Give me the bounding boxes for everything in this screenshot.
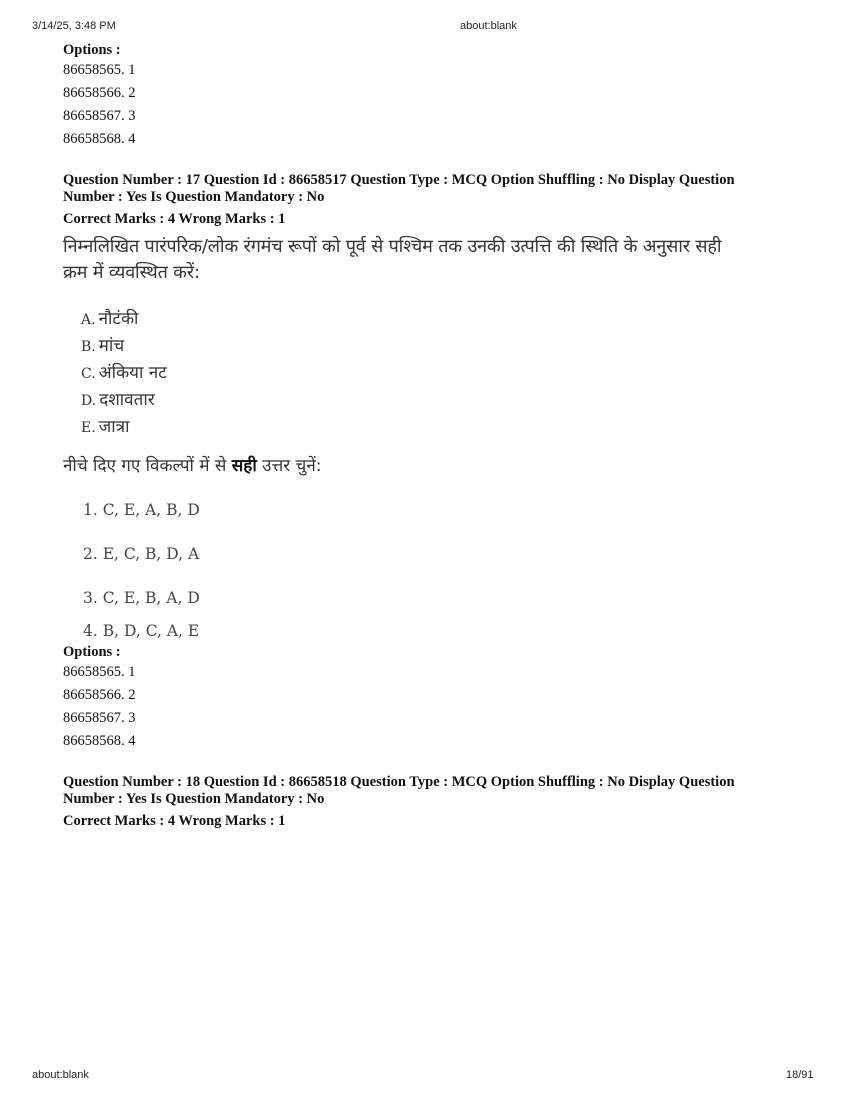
answer-choice: 1. C, E, A, B, D [83,501,200,519]
item-label: C. [81,366,96,382]
instruction-text: नीचे दिए गए विकल्पों में से [63,456,227,476]
answer-choice: 4. B, D, C, A, E [83,622,200,640]
prev-question-options [63,41,793,151]
option-item: 86658567. 3 [63,108,136,124]
options-label: Options : [63,644,121,660]
item-label: D. [81,393,97,409]
answer-instruction [63,453,793,476]
option-item: 86658566. 2 [63,85,136,101]
question-17 [63,172,793,753]
question-header-line: Number : Yes Is Question Mandatory : No [63,791,325,807]
item-text: अंकिया नट [98,363,167,383]
question-header [63,774,793,808]
option-item: 86658568. 4 [63,733,136,749]
answer-choices [83,488,793,642]
question-items [81,306,793,441]
question-text [63,234,793,286]
question-18 [63,774,793,830]
option-item: 86658566. 2 [63,687,136,703]
item-label: A. [81,312,96,328]
option-item: 86658565. 1 [63,62,136,78]
options-list [63,661,793,753]
page-number: 18/91 [786,1069,814,1081]
question-header [63,172,793,206]
question-header-line: Question Number : 17 Question Id : 86658517 Question Type : MCQ Option Shuffling : No Display Question [63,172,735,188]
option-item: 86658568. 4 [63,131,136,147]
item-text: नौटंकी [98,309,139,329]
question-header-line: Question Number : 18 Question Id : 86658518 Question Type : MCQ Option Shuffling : No Display Question [63,774,735,790]
option-item: 86658567. 3 [63,710,136,726]
item-text: मांच [98,336,125,356]
question-item [81,333,793,360]
instruction-emphasis: सही [231,456,257,476]
question-text-line: क्रम में व्यवस्थित करें: [63,262,200,283]
question-marks: Correct Marks : 4 Wrong Marks : 1 [63,211,286,227]
question-header-line: Number : Yes Is Question Mandatory : No [63,189,325,205]
options-list [63,59,793,151]
instruction-text: उत्तर चुनें: [262,456,322,476]
question-text-line: निम्नलिखित पारंपरिक/लोक रंगमंच रूपों को पूर्व से पश्चिम तक उनकी उत्पत्ति की स्थिति के अनुसार सही [63,236,722,257]
item-text: दशावतार [99,390,155,410]
options-label: Options : [63,42,121,58]
question-marks: Correct Marks : 4 Wrong Marks : 1 [63,813,286,829]
answer-choice: 2. E, C, B, D, A [83,545,200,563]
question-item [81,414,793,441]
print-datetime: 3/14/25, 3:48 PM [32,20,116,32]
option-item: 86658565. 1 [63,664,136,680]
item-label: E. [81,420,96,436]
question-item [81,306,793,333]
print-page-title: about:blank [460,20,517,32]
print-footer-url: about:blank [32,1069,89,1081]
question-item [81,387,793,414]
answer-choice: 3. C, E, B, A, D [83,589,200,607]
question-item [81,360,793,387]
document-body [63,40,793,830]
item-label: B. [81,339,96,355]
item-text: जात्रा [98,417,130,437]
